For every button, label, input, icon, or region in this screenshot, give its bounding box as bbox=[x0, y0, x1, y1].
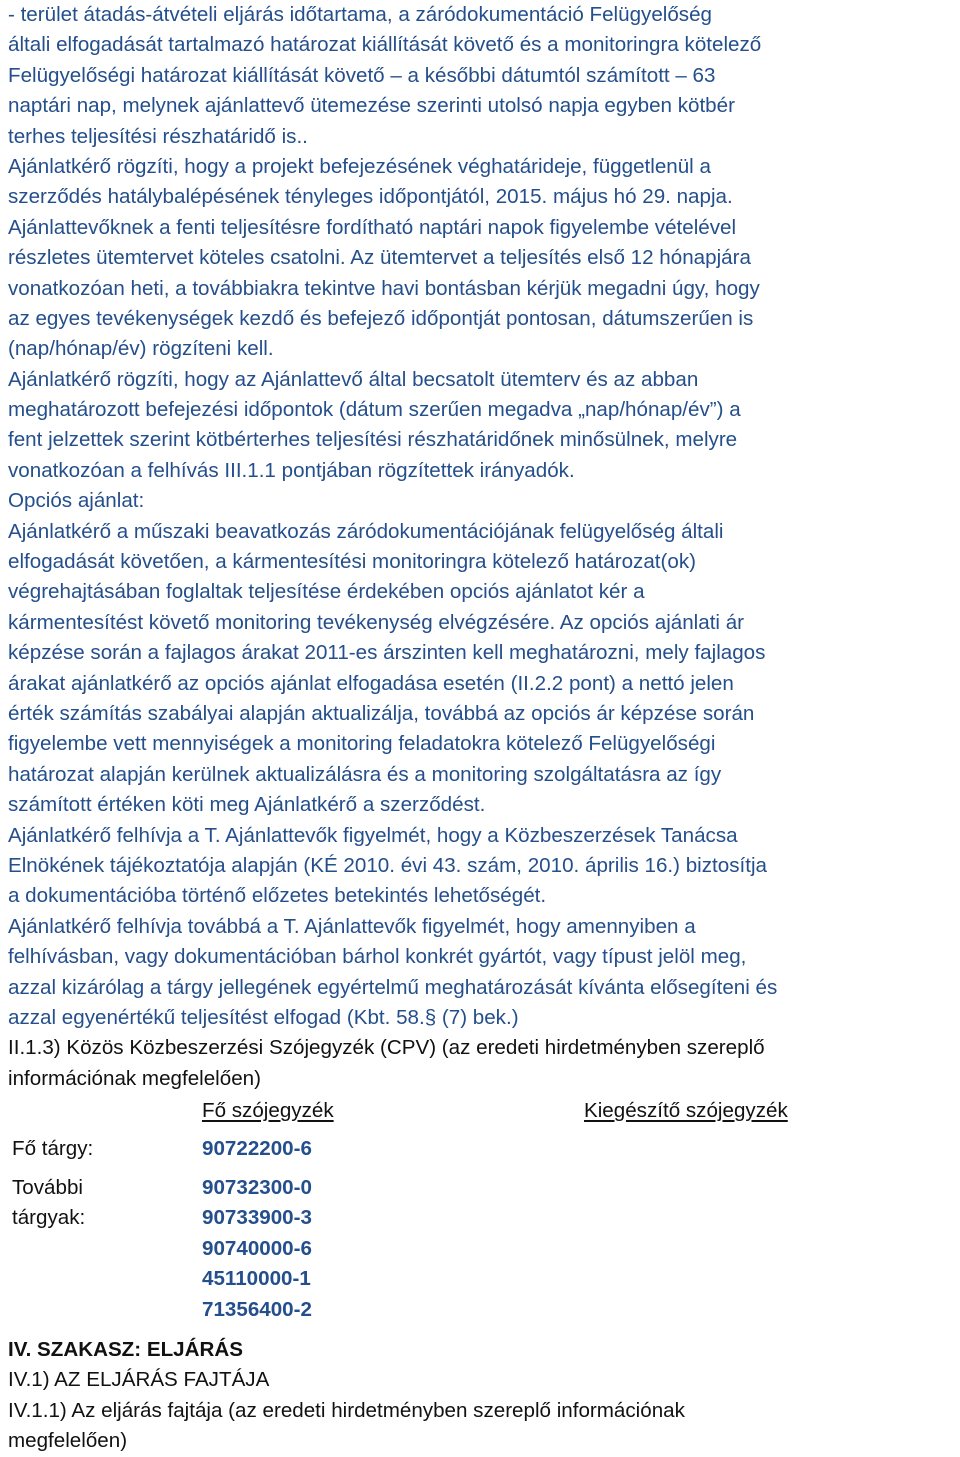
text-line: vonatkozóan heti, a továbbiakra tekintve havi bontásban kérjük megadni úgy, hogy bbox=[8, 276, 760, 300]
text-line: Ajánlatkérő rögzíti, hogy a projekt befejezésének véghatárideje, függetlenül a bbox=[8, 154, 711, 178]
cpv-other-label: További bbox=[12, 1176, 83, 1200]
text-line: számított értéken köti meg Ajánlatkérő a szerződést. bbox=[8, 793, 486, 817]
section-item-line: megfelelően) bbox=[8, 1429, 128, 1453]
cpv-main-subject-code: 90722200-6 bbox=[202, 1137, 312, 1161]
text-line: Ajánlatkérő felhívja továbbá a T. Ajánlattevők figyelmét, hogy amennyiben a bbox=[8, 914, 696, 938]
text-line: az egyes tevékenységek kezdő és befejező időpontját pontosan, dátumszerűen is bbox=[8, 306, 754, 330]
text-line: általi elfogadását tartalmazó határozat kiállítását követő és a monitoringra kötelező bbox=[8, 33, 762, 57]
text-line: szerződés hatálybalépésének tényleges időpontjától, 2015. május hó 29. napja. bbox=[8, 185, 733, 209]
text-line: kármentesítést követő monitoring tevékenység elvégzésére. Az opciós ajánlati ár bbox=[8, 610, 745, 634]
cpv-main-header: Fő szójegyzék bbox=[202, 1099, 334, 1123]
text-line: terhes teljesítési részhatáridő is.. bbox=[8, 124, 308, 148]
text-line: Ajánlatkérő rögzíti, hogy az Ajánlattevő által becsatolt ütemterv és az abban bbox=[8, 367, 699, 391]
text-line: Ajánlattevőknek a fenti teljesítésre fordítható naptári napok figyelembe vételével bbox=[8, 215, 737, 239]
section-subheading: IV.1) AZ ELJÁRÁS FAJTÁJA bbox=[8, 1368, 270, 1392]
text-line: Felügyelőségi határozat kiállítását követő – a későbbi dátumtól számított – 63 bbox=[8, 63, 716, 87]
text-line: Ajánlatkérő felhívja a T. Ajánlattevők figyelmét, hogy a Közbeszerzések Tanácsa bbox=[8, 823, 738, 847]
body-text bbox=[8, 0, 958, 1094]
text-line: fent jelzettek szerint kötbérterhes teljesítési részhatáridőnek minősülnek, melyre bbox=[8, 428, 738, 452]
cpv-other-code: 90732300-0 bbox=[202, 1176, 312, 1200]
text-line: felhívásban, vagy dokumentációban bárhol konkrét gyártót, vagy típust jelöl meg, bbox=[8, 945, 747, 969]
text-line: részletes ütemtervet köteles csatolni. Az ütemtervet a teljesítés első 12 hónapjára bbox=[8, 246, 751, 270]
text-line: (nap/hónap/év) rögzíteni kell. bbox=[8, 337, 274, 361]
text-line: II.1.3) Közös Közbeszerzési Szójegyzék (CPV) (az eredeti hirdetményben szereplő bbox=[8, 1036, 765, 1060]
text-line: a dokumentációba történő előzetes betekintés lehetőségét. bbox=[8, 884, 547, 908]
cpv-other-code: 71356400-2 bbox=[202, 1298, 312, 1322]
cpv-table bbox=[8, 1094, 958, 1335]
text-line: elfogadását követően, a kármentesítési monitoringra kötelező határozat(ok) bbox=[8, 550, 696, 574]
text-line: Opciós ajánlat: bbox=[8, 489, 145, 513]
cpv-other-code: 45110000-1 bbox=[202, 1267, 311, 1291]
text-line: Elnökének tájékoztatója alapján (KÉ 2010. évi 43. szám, 2010. április 16.) biztosítja bbox=[8, 853, 767, 877]
text-line: vonatkozóan a felhívás III.1.1 pontjában rögzítettek irányadók. bbox=[8, 458, 575, 482]
cpv-main-subject-label: Fő tárgy: bbox=[12, 1137, 94, 1161]
text-line: azzal egyenértékű teljesítést elfogad (Kbt. 58.§ (7) bek.) bbox=[8, 1005, 519, 1029]
text-line: Ajánlatkérő a műszaki beavatkozás záródokumentációjának felügyelőség általi bbox=[8, 519, 724, 543]
cpv-other-code: 90733900-3 bbox=[202, 1206, 312, 1230]
text-line: - terület átadás-átvételi eljárás időtartama, a záródokumentáció Felügyelőség bbox=[8, 3, 712, 26]
text-line: azzal kizárólag a tárgy jellegének egyértelmű meghatározását kívánta elősegíteni és bbox=[8, 975, 778, 999]
cpv-other-code: 90740000-6 bbox=[202, 1237, 312, 1261]
text-line: árakat ajánlatkérő az opciós ajánlat elfogadása esetén (II.2.2 pont) a nettó jelen bbox=[8, 671, 734, 695]
section-item-line: IV.1.1) Az eljárás fajtája (az eredeti hirdetményben szereplő információnak bbox=[8, 1398, 685, 1422]
cpv-other-label: tárgyak: bbox=[12, 1206, 86, 1230]
text-line: figyelembe vett mennyiségek a monitoring feladatokra kötelező Felügyelőségi bbox=[8, 732, 716, 756]
text-line: naptári nap, melynek ajánlattevő ütemezése szerinti utolsó napja egyben kötbér bbox=[8, 94, 735, 118]
text-line: érték számítás szabályai alapján aktualizálja, továbbá az opciós ár képzése során bbox=[8, 701, 755, 725]
text-line: képzése során a fajlagos árakat 2011-es árszinten kell meghatározni, mely fajlagos bbox=[8, 641, 766, 665]
text-line: határozat alapján kerülnek aktualizálásra és a monitoring szolgáltatásra az így bbox=[8, 762, 722, 786]
cpv-supplementary-header: Kiegészítő szójegyzék bbox=[584, 1099, 788, 1123]
text-line: információnak megfelelően) bbox=[8, 1066, 261, 1090]
text-line: végrehajtásában foglaltak teljesítése érdekében opciós ajánlatot kér a bbox=[8, 580, 645, 604]
section-heading: IV. SZAKASZ: ELJÁRÁS bbox=[8, 1338, 243, 1362]
document-page bbox=[8, 0, 958, 1457]
text-line: meghatározott befejezési időpontok (dátum szerűen megadva „nap/hónap/év”) a bbox=[8, 398, 741, 422]
